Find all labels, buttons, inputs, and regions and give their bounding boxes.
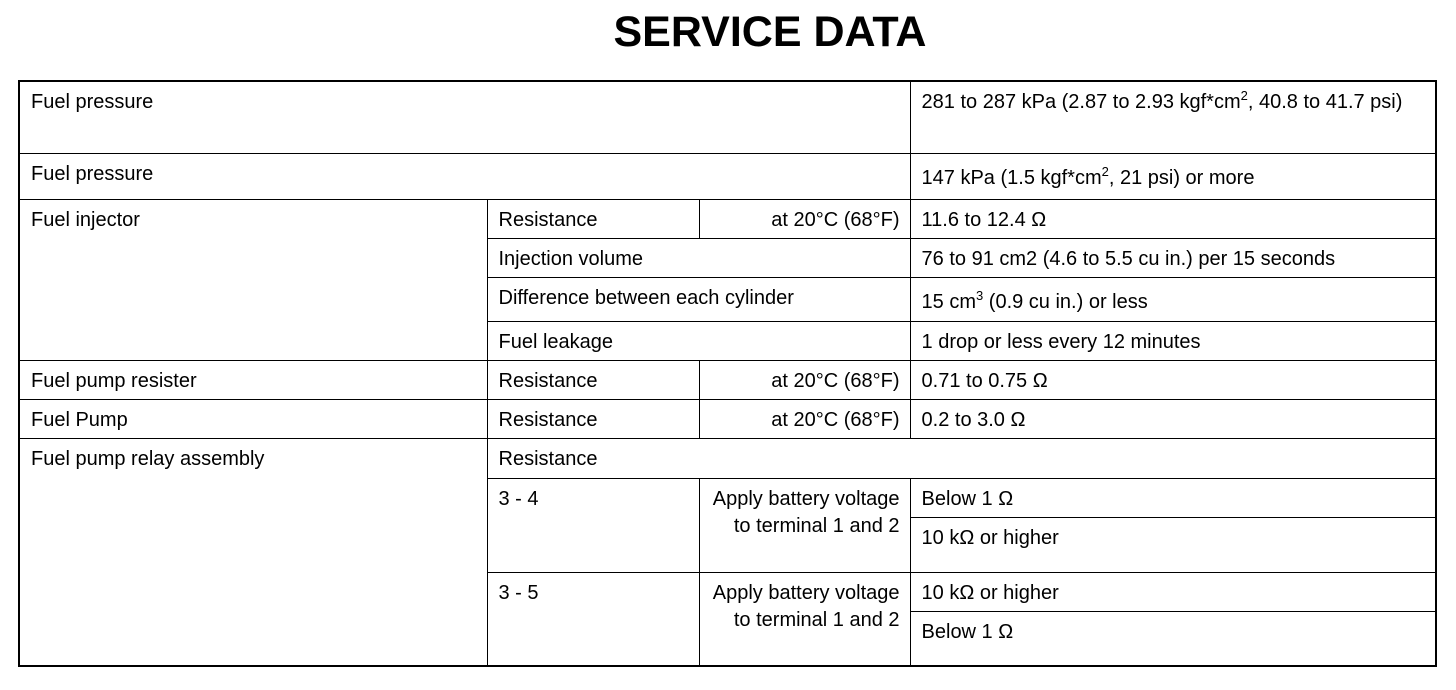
condition-cell: Apply battery voltage to terminal 1 and 2 <box>699 478 910 572</box>
service-data-table <box>18 80 1437 667</box>
value-text: , 40.8 to 41.7 psi) <box>1247 91 1403 113</box>
superscript: 2 <box>1240 88 1248 103</box>
item-cell: Fuel pressure <box>19 153 910 199</box>
value-cell: Below 1 Ω <box>910 611 1436 666</box>
terminals-cell: 3 - 4 <box>487 478 699 572</box>
table-row <box>19 81 1436 153</box>
condition-cell: at 20°C (68°F) <box>699 199 910 238</box>
value-text: 15 cm <box>921 290 976 313</box>
item-cell: Fuel pump relay assembly <box>19 438 487 666</box>
value-text: , 21 psi) or more <box>1108 166 1255 189</box>
param-cell: Resistance <box>487 199 699 238</box>
value-cell: 11.6 to 12.4 Ω <box>910 199 1436 238</box>
item-cell: Fuel injector <box>19 199 487 360</box>
condition-cell: at 20°C (68°F) <box>699 360 910 399</box>
value-cell <box>910 153 1436 199</box>
param-cell: Difference between each cylinder <box>487 277 910 321</box>
table-row <box>19 438 1436 478</box>
condition-cell: at 20°C (68°F) <box>699 399 910 438</box>
value-cell <box>910 81 1436 153</box>
value-cell: 0.71 to 0.75 Ω <box>910 360 1436 399</box>
table-row <box>19 153 1436 199</box>
value-cell: 10 kΩ or higher <box>910 572 1436 611</box>
terminals-cell: 3 - 5 <box>487 572 699 666</box>
item-cell: Fuel pump resister <box>19 360 487 399</box>
param-cell: Resistance <box>487 399 699 438</box>
param-cell: Resistance <box>487 438 1436 478</box>
item-cell: Fuel pressure <box>19 81 910 153</box>
value-cell: 10 kΩ or higher <box>910 517 1436 572</box>
value-cell: 0.2 to 3.0 Ω <box>910 399 1436 438</box>
table-row <box>19 399 1436 438</box>
condition-cell: Apply battery voltage to terminal 1 and 2 <box>699 572 910 666</box>
item-cell: Fuel Pump <box>19 399 487 438</box>
superscript: 3 <box>976 287 984 303</box>
table-row <box>19 360 1436 399</box>
value-cell: Below 1 Ω <box>910 478 1436 517</box>
page-title: SERVICE DATA <box>613 8 927 56</box>
param-cell: Fuel leakage <box>487 321 910 360</box>
superscript: 2 <box>1101 163 1109 179</box>
value-cell: 76 to 91 cm2 (4.6 to 5.5 cu in.) per 15 seconds <box>910 238 1436 277</box>
param-cell: Injection volume <box>487 238 910 277</box>
value-cell: 1 drop or less every 12 minutes <box>910 321 1436 360</box>
value-text: 281 to 287 kPa (2.87 to 2.93 kgf*cm <box>921 91 1241 113</box>
value-text: 147 kPa (1.5 kgf*cm <box>921 166 1102 189</box>
value-cell <box>910 277 1436 321</box>
table-row <box>19 199 1436 238</box>
param-cell: Resistance <box>487 360 699 399</box>
value-text: (0.9 cu in.) or less <box>983 290 1148 313</box>
